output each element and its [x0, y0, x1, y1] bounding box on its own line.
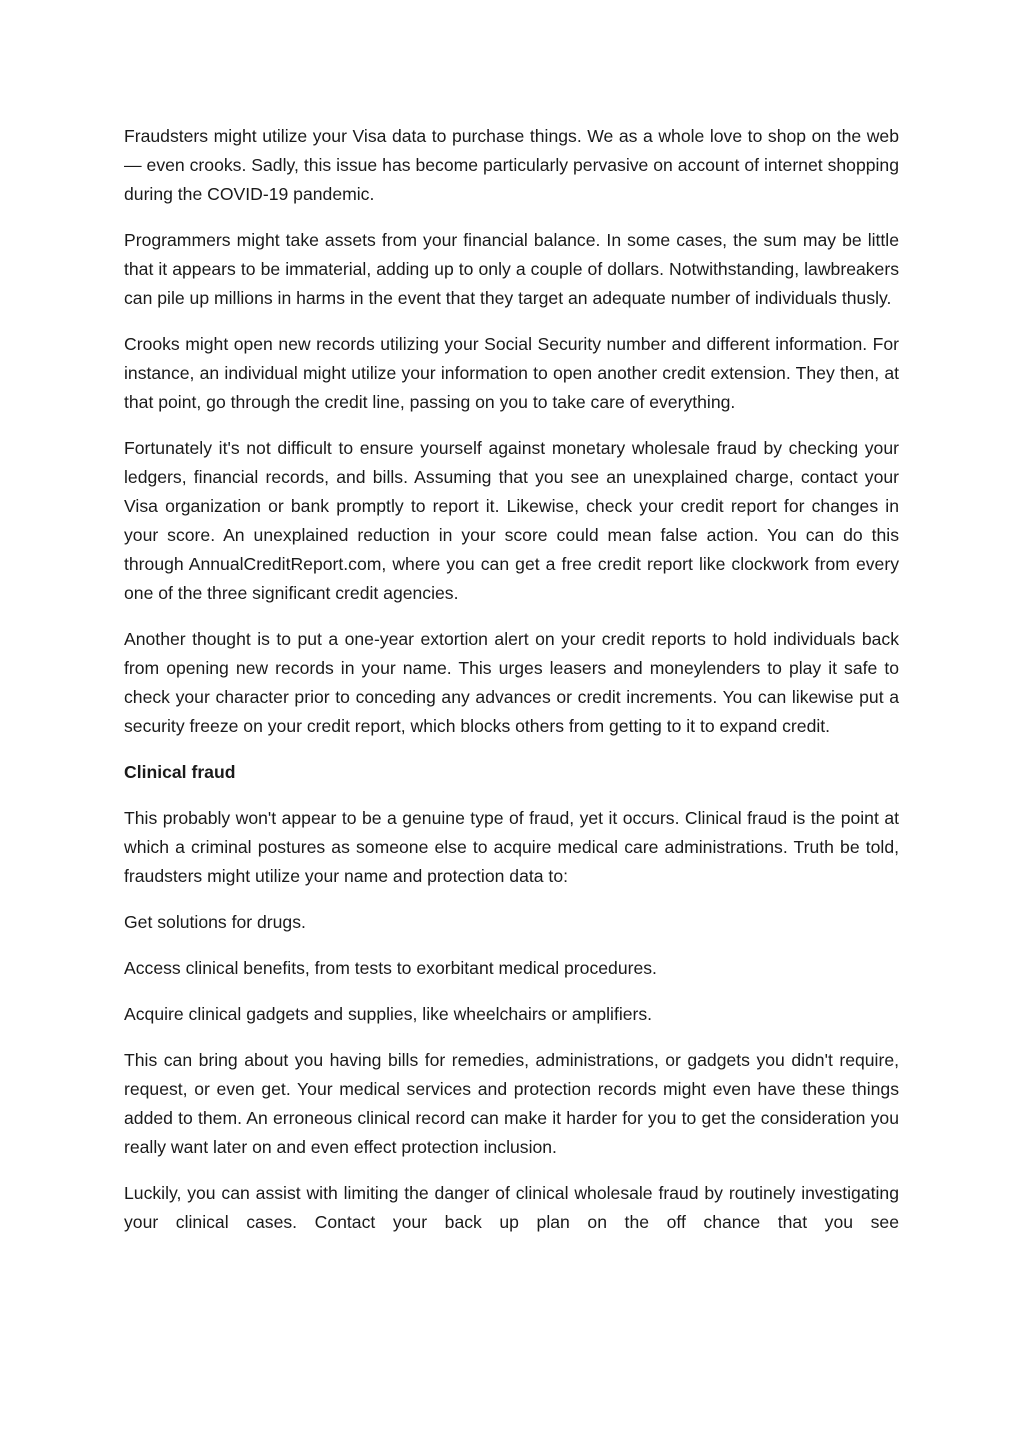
paragraph-fraud-alert: Another thought is to put a one-year extortion alert on your credit reports to hold individuals back from opening new records in your name. This urges leasers and moneylenders to play it safe to check your character prior to conceding any advances or credit increments. You can likewise put a security freeze on your credit report, which blocks others from getting to it to expand credit. [124, 629, 899, 736]
paragraph-visa-fraud: Fraudsters might utilize your Visa data to purchase things. We as a whole love to shop on the web — even crooks. Sadly, this issue has become particularly pervasive on account of internet shopping during the COVID-19 pandemic. [124, 126, 899, 204]
paragraph-clinical-prevention: Luckily, you can assist with limiting the danger of clinical wholesale fraud by routinely investigating your clinical cases. Contact your back up plan on the off chance that you see [124, 1183, 899, 1232]
list-item: Get solutions for drugs. [124, 912, 306, 932]
section-heading-clinical-fraud: Clinical fraud [124, 762, 236, 782]
list-item: Access clinical benefits, from tests to exorbitant medical procedures. [124, 958, 657, 978]
document-page [124, 122, 899, 1254]
paragraph-clinical-intro: This probably won't appear to be a genuine type of fraud, yet it occurs. Clinical fraud is the point at which a criminal postures as someone else to acquire medical care administrations. Truth be told, fraudsters might utilize your name and protection data to: [124, 808, 899, 886]
paragraph-protection-tips: Fortunately it's not difficult to ensure yourself against monetary wholesale fraud by checking your ledgers, financial records, and bills. Assuming that you see an unexplained charge, contact your Visa organization or bank promptly to report it. Likewise, check your credit report for changes in your score. An unexplained reduction in your score could mean false action. You can do this through AnnualCreditReport.com, where you can get a free credit report like clockwork from every one of the three significant credit agencies. [124, 438, 899, 603]
paragraph-bank-theft: Programmers might take assets from your financial balance. In some cases, the sum may be little that it appears to be immaterial, adding up to only a couple of dollars. Notwithstanding, lawbreakers can pile up millions in harms in the event that they target an adequate number of individuals thusly. [124, 230, 899, 308]
list-item: Acquire clinical gadgets and supplies, like wheelchairs or amplifiers. [124, 1004, 653, 1024]
paragraph-new-accounts: Crooks might open new records utilizing your Social Security number and different information. For instance, an individual might utilize your information to open another credit extension. They then, at that point, go through the credit line, passing on you to take care of everything. [124, 334, 899, 412]
paragraph-clinical-consequences: This can bring about you having bills for remedies, administrations, or gadgets you didn't require, request, or even get. Your medical services and protection records might even have these things added to them. An erroneous clinical record can make it harder for you to get the consideration you really want later on and even effect protection inclusion. [124, 1050, 899, 1157]
